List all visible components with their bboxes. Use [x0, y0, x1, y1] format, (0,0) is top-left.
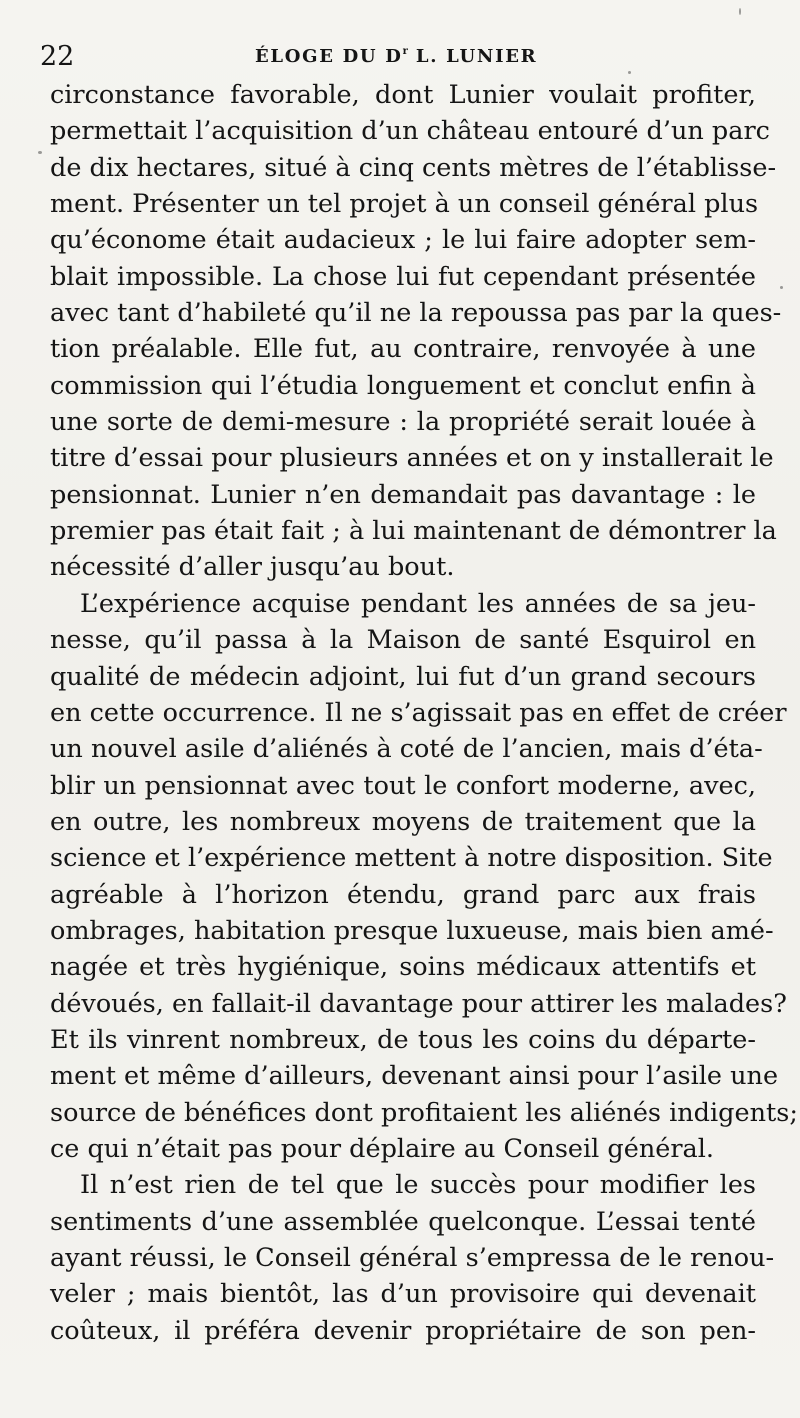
print-speck [739, 8, 741, 15]
text-line: ombrages, habitation presque luxueuse, mais bien amé- [50, 915, 774, 946]
text-line: pensionnat. Lunier n’en demandait pas davantage : le [50, 479, 756, 510]
text-line: nécessité d’aller jusqu’au bout. [50, 552, 455, 583]
text-line: ayant réussi, le Conseil général s’empressa de le renou- [50, 1243, 775, 1273]
text-line: agréable à l’horizon étendu, grand parc aux frais [50, 879, 756, 910]
text-line: circonstance favorable, dont Lunier voulait profiter, [50, 80, 756, 110]
text-line: permettait l’acquisition d’un château entouré d’un parc [50, 116, 770, 147]
text-line: premier pas était fait ; à lui maintenant de démontrer la [50, 516, 777, 547]
text-line: de dix hectares, situé à cinq cents mètres de l’établisse- [50, 152, 777, 183]
text-line: un nouvel asile d’aliénés à coté de l’ancien, mais d’éta- [50, 734, 763, 765]
text-line: ment. Présenter un tel projet à un conseil général plus [50, 189, 759, 220]
text-line: en cette occurrence. Il ne s’agissait pas en effet de créer [50, 697, 787, 728]
text-line: Il n’est rien de tel que le succès pour modifier les [80, 1170, 756, 1201]
text-line: sentiments d’une assemblée quelconque. L’essai tenté [50, 1206, 756, 1237]
text-line: dévoués, en fallait-il davantage pour attirer les malades? [50, 988, 787, 1019]
text-line: nesse, qu’il passa à la Maison de santé Esquirol en [50, 625, 756, 656]
paragraph [50, 586, 798, 1168]
text-line: ment et même d’ailleurs, devenant ainsi pour l’asile une [50, 1061, 779, 1092]
text-line: en outre, les nombreux moyens de traitement que la [50, 806, 756, 837]
text-line: une sorte de demi-mesure : la propriété serait louée à [50, 407, 756, 438]
text-line: commission qui l’étudia longuement et conclut enfin à [50, 370, 756, 401]
text-line: Et ils vinrent nombreux, de tous les coins du départe- [50, 1024, 756, 1055]
text-line: blir un pensionnat avec tout le confort moderne, avec, [50, 770, 756, 801]
text-line: L’expérience acquise pendant les années de sa jeu- [80, 588, 756, 619]
page-header [40, 40, 770, 74]
paragraph [50, 77, 782, 586]
running-head [255, 46, 537, 67]
text-line: titre d’essai pour plusieurs années et on y installerait le [50, 443, 774, 474]
print-speck [628, 71, 631, 74]
text-line: blait impossible. La chose lui fut cependant présentée [50, 261, 756, 292]
text-line: qualité de médecin adjoint, lui fut d’un grand secours [50, 661, 756, 692]
text-line: source de bénéfices dont profitaient les aliénés indigents; [50, 1097, 798, 1128]
text-line: science et l’expérience mettent à notre disposition. Site [50, 843, 773, 874]
print-speck [780, 286, 783, 289]
text-line: veler ; mais bientôt, las d’un provisoire qui devenait [50, 1279, 756, 1310]
text-line: avec tant d’habileté qu’il ne la repoussa pas par la ques- [50, 298, 782, 329]
print-speck [38, 151, 42, 154]
text-line: tion préalable. Elle fut, au contraire, renvoyée à une [50, 334, 756, 365]
text-line: coûteux, il préféra devenir propriétaire de son pen- [50, 1315, 756, 1346]
running-head-superscript: r [402, 46, 408, 57]
body-text [50, 77, 798, 1349]
paragraph [50, 1167, 775, 1349]
text-line: ce qui n’était pas pour déplaire au Conseil général. [50, 1133, 715, 1164]
page-number: 22 [40, 41, 75, 72]
running-head-prefix: ÉLOGE DU D [255, 46, 403, 67]
text-line: nagée et très hygiénique, soins médicaux attentifs et [50, 952, 756, 983]
running-head-suffix: L. LUNIER [407, 46, 538, 67]
text-line: qu’économe était audacieux ; le lui faire adopter sem- [50, 225, 756, 256]
